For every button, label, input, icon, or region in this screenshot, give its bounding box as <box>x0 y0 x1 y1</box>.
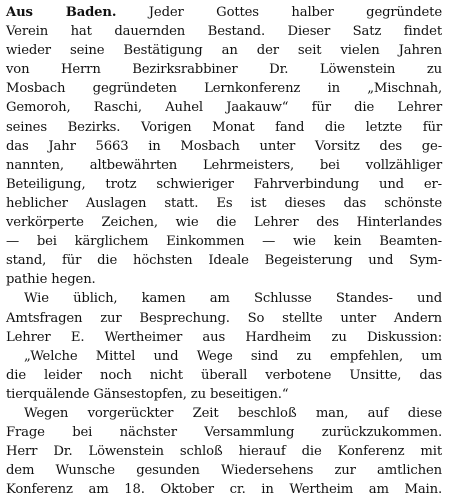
article-line-14: stand, für die höchsten Ideale Begeisterung und Sym- <box>6 253 442 269</box>
article-line-1-text: Jeder Gottes halber gegründete <box>116 5 442 20</box>
article-line-13: — bei kärglichem Einkommen — wie kein Beamten- <box>6 234 442 250</box>
article-heading: Aus Baden. <box>6 5 117 20</box>
article-line-23: Frage bei nächster Versammlung zurückzukommen. <box>6 425 442 441</box>
article-line-3: wieder seine Bestätigung an der seit vielen Jahren <box>6 43 442 59</box>
article-line-22: Wegen vorgerückter Zeit beschloß man, auf diese <box>24 405 442 421</box>
article-line-1 <box>6 3 442 22</box>
article-line-2: Verein hat dauernden Bestand. Dieser Satz findet <box>6 24 442 40</box>
article-line-12: verkörperte Zeichen, wie die Lehrer des Hinterlandes <box>6 215 442 231</box>
article-line-16: Wie üblich, kamen am Schlusse Standes- und <box>24 291 442 307</box>
article-line-26: Konferenz am 18. Oktober cr. in Wertheim am Main. <box>6 482 442 498</box>
article-line-9: nannten, altbewährten Lehrmeisters, bei vollzähliger <box>6 157 442 173</box>
article-line-15: pathie hegen. <box>6 272 96 288</box>
article-line-6: Gemoroh, Raschi, Auhel Jaakauw“ für die Lehrer <box>6 100 442 116</box>
article-line-5: Mosbach gegründeten Lernkonferenz in „Mischnah, <box>6 81 442 97</box>
article-line-25: dem Wunsche gesunden Wiedersehens zur amtlichen <box>6 463 442 479</box>
article-line-17: Amtsfragen zur Besprechung. So stellte unter Andern <box>6 310 442 326</box>
article-line-18: Lehrer E. Wertheimer aus Hardheim zu Diskussion: <box>6 329 442 345</box>
article-line-21: tierquälende Gänsestopfen, zu beseitigen.“ <box>6 386 289 402</box>
article-line-4: von Herrn Bezirksrabbiner Dr. Löwenstein zu <box>6 62 442 78</box>
article-line-8: das Jahr 5663 in Mosbach unter Vorsitz des ge- <box>6 138 442 154</box>
article-line-11: heblicher Auslagen statt. Es ist dieses das schönste <box>6 195 442 211</box>
article-line-20: die leider noch nicht überall verbotene Unsitte, das <box>6 367 442 383</box>
article-line-19: „Welche Mittel und Wege sind zu empfehlen, um <box>24 348 442 364</box>
article-line-24: Herr Dr. Löwenstein schloß hierauf die Konferenz mit <box>6 444 442 460</box>
article-line-10: Beteiligung, trotz schwieriger Fahrverbindung und er- <box>6 176 442 192</box>
article-line-7: seines Bezirks. Vorigen Monat fand die letzte für <box>6 119 442 135</box>
